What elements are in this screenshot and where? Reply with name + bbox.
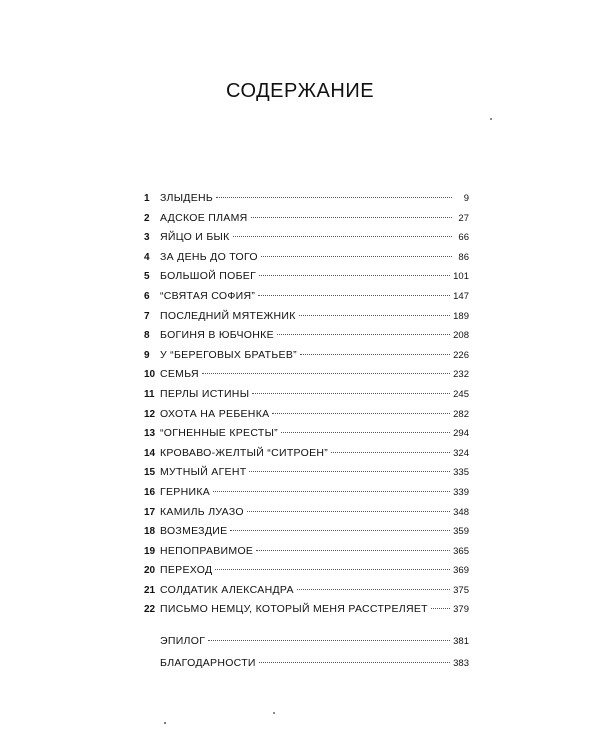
page-number: 232 bbox=[453, 369, 469, 381]
toc-row bbox=[144, 600, 469, 620]
toc-row bbox=[144, 405, 469, 425]
chapter-title: БОГИНЯ В ЮБЧОНКЕ bbox=[160, 329, 274, 342]
page-number: 189 bbox=[453, 310, 469, 322]
chapter-number: 5 bbox=[144, 271, 150, 283]
toc-row bbox=[144, 228, 469, 248]
dot-leader bbox=[208, 640, 450, 641]
toc-row bbox=[144, 581, 469, 601]
dot-leader bbox=[252, 393, 450, 394]
page-number: 27 bbox=[458, 212, 469, 224]
toc-row bbox=[144, 503, 469, 523]
dot-leader bbox=[256, 550, 450, 551]
page-number: 379 bbox=[453, 604, 469, 616]
chapter-number: 14 bbox=[144, 447, 156, 459]
chapter-title: У “БЕРЕГОВЫХ БРАТЬЕВ” bbox=[160, 348, 297, 361]
chapter-title: ЗА ДЕНЬ ДО ТОГО bbox=[160, 250, 258, 263]
chapter-title: СЕМЬЯ bbox=[160, 368, 199, 381]
chapter-number: 22 bbox=[144, 604, 156, 616]
scan-speck bbox=[164, 722, 166, 724]
page-number: 375 bbox=[453, 584, 469, 596]
chapter-title: ОХОТА НА РЕБЕНКА bbox=[160, 407, 270, 420]
toc-row bbox=[144, 189, 469, 209]
page-number: 381 bbox=[453, 636, 469, 647]
table-of-contents bbox=[144, 189, 469, 620]
page-number: 348 bbox=[453, 506, 469, 518]
dot-leader bbox=[233, 236, 452, 237]
chapter-title: “ОГНЕННЫЕ КРЕСТЫ” bbox=[160, 427, 278, 440]
toc-row bbox=[144, 287, 469, 307]
toc-row bbox=[144, 326, 469, 346]
toc-row bbox=[144, 267, 469, 287]
dot-leader bbox=[272, 413, 450, 414]
dot-leader bbox=[202, 373, 450, 374]
section-title: ЭПИЛОГ bbox=[160, 635, 206, 647]
page-number: 339 bbox=[453, 486, 469, 498]
chapter-number: 21 bbox=[144, 584, 156, 596]
chapter-number: 3 bbox=[144, 232, 150, 244]
chapter-title: ВОЗМЕЗДИЕ bbox=[160, 525, 228, 538]
chapter-title: БОЛЬШОЙ ПОБЕГ bbox=[160, 270, 257, 283]
chapter-title: ЗЛЫДЕНЬ bbox=[160, 192, 214, 204]
dot-leader bbox=[259, 275, 450, 276]
dot-leader bbox=[213, 491, 450, 492]
toc-row bbox=[144, 209, 469, 229]
chapter-number: 20 bbox=[144, 565, 156, 577]
page-number: 383 bbox=[453, 658, 469, 669]
chapter-number: 6 bbox=[144, 290, 150, 302]
toc-row bbox=[160, 630, 469, 652]
page-number: 245 bbox=[453, 388, 469, 400]
page-number: 226 bbox=[453, 349, 469, 361]
chapter-title: ЯЙЦО И БЫК bbox=[160, 231, 230, 244]
chapter-number: 10 bbox=[144, 369, 156, 381]
page-number: 9 bbox=[463, 193, 469, 204]
dot-leader bbox=[297, 589, 450, 590]
page-number: 369 bbox=[453, 565, 469, 577]
page-number: 86 bbox=[458, 251, 469, 263]
chapter-number: 4 bbox=[144, 251, 150, 263]
page-number: 282 bbox=[453, 408, 469, 420]
dot-leader bbox=[247, 511, 450, 512]
dot-leader bbox=[259, 662, 450, 663]
chapter-number: 18 bbox=[144, 526, 156, 538]
toc-row bbox=[144, 365, 469, 385]
toc-row bbox=[144, 424, 469, 444]
scan-speck bbox=[273, 712, 275, 714]
dot-leader bbox=[215, 569, 450, 570]
toc-row bbox=[144, 248, 469, 268]
chapter-title: ПИСЬМО НЕМЦУ, КОТОРЫЙ МЕНЯ РАССТРЕЛЯЕТ bbox=[160, 603, 428, 616]
dot-leader bbox=[249, 471, 450, 472]
page-number: 365 bbox=[453, 545, 469, 557]
chapter-title: ГЕРНИКА bbox=[160, 485, 211, 498]
chapter-number: 1 bbox=[144, 193, 150, 204]
dot-leader bbox=[431, 608, 450, 609]
page-number: 324 bbox=[453, 447, 469, 459]
toc-row bbox=[144, 463, 469, 483]
toc-row bbox=[144, 483, 469, 503]
page-number: 66 bbox=[458, 232, 469, 244]
dot-leader bbox=[261, 256, 452, 257]
dot-leader bbox=[281, 432, 450, 433]
dot-leader bbox=[230, 530, 450, 531]
dot-leader bbox=[300, 354, 450, 355]
page-number: 147 bbox=[453, 290, 469, 302]
page-number: 359 bbox=[453, 526, 469, 538]
chapter-title: ПОСЛЕДНИЙ МЯТЕЖНИК bbox=[160, 309, 296, 322]
section-title: БЛАГОДАРНОСТИ bbox=[160, 657, 256, 669]
toc-row bbox=[144, 307, 469, 327]
page-number: 294 bbox=[453, 428, 469, 440]
chapter-number: 9 bbox=[144, 349, 150, 361]
page-title: СОДЕРЖАНИЕ bbox=[225, 80, 375, 102]
dot-leader bbox=[277, 334, 450, 335]
toc-row bbox=[160, 652, 469, 674]
dot-leader bbox=[331, 452, 450, 453]
chapter-number: 8 bbox=[144, 330, 150, 342]
chapter-title: СОЛДАТИК АЛЕКСАНДРА bbox=[160, 583, 294, 596]
chapter-title: НЕПОПРАВИМОЕ bbox=[160, 544, 254, 557]
chapter-number: 15 bbox=[144, 467, 156, 479]
dot-leader bbox=[258, 295, 450, 296]
scan-speck bbox=[490, 118, 492, 120]
toc-row bbox=[144, 561, 469, 581]
chapter-number: 11 bbox=[144, 388, 155, 400]
dot-leader bbox=[216, 197, 452, 198]
chapter-number: 7 bbox=[144, 310, 150, 322]
chapter-number: 16 bbox=[144, 486, 156, 498]
chapter-title: АДСКОЕ ПЛАМЯ bbox=[160, 211, 248, 224]
chapter-number: 19 bbox=[144, 545, 156, 557]
toc-row bbox=[144, 542, 469, 562]
toc-row bbox=[144, 346, 469, 366]
page-number: 101 bbox=[453, 271, 469, 283]
page-number: 208 bbox=[453, 330, 469, 342]
chapter-title: ПЕРЛЫ ИСТИНЫ bbox=[160, 387, 250, 400]
dot-leader bbox=[251, 217, 452, 218]
toc-row bbox=[144, 522, 469, 542]
chapter-number: 12 bbox=[144, 408, 156, 420]
chapter-number: 2 bbox=[144, 212, 150, 224]
dot-leader bbox=[299, 315, 451, 316]
page-number: 335 bbox=[453, 467, 469, 479]
back-matter bbox=[160, 630, 469, 674]
toc-row bbox=[144, 444, 469, 464]
chapter-title: КРОВАВО-ЖЕЛТЫЙ “СИТРОЕН” bbox=[160, 446, 329, 459]
chapter-title: “СВЯТАЯ СОФИЯ” bbox=[160, 289, 256, 302]
toc-row bbox=[144, 385, 469, 405]
chapter-title: КАМИЛЬ ЛУАЗО bbox=[160, 505, 244, 518]
chapter-title: МУТНЫЙ АГЕНТ bbox=[160, 466, 247, 479]
chapter-number: 13 bbox=[144, 428, 156, 440]
chapter-title: ПЕРЕХОД bbox=[160, 564, 213, 577]
chapter-number: 17 bbox=[144, 506, 156, 518]
